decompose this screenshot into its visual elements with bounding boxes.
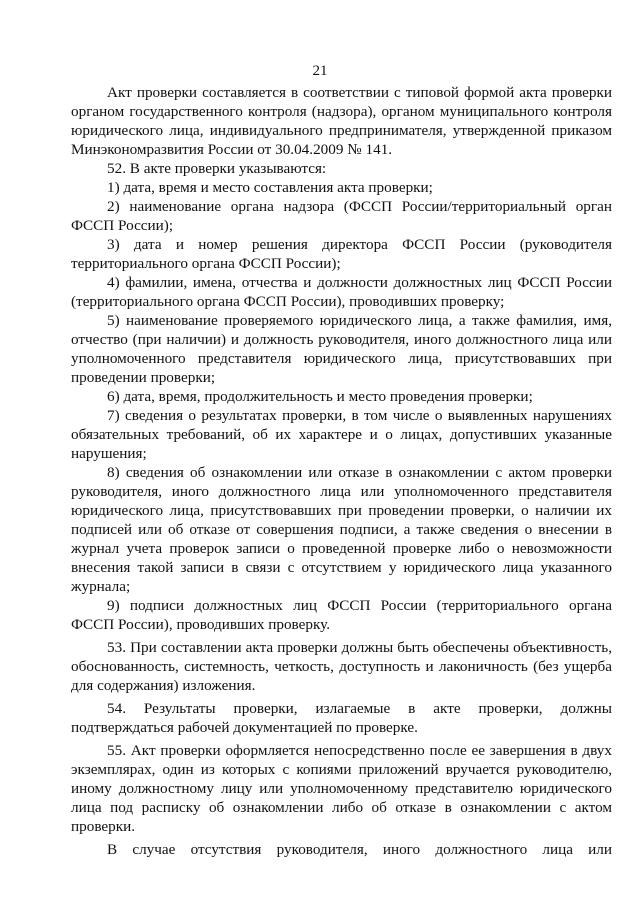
paragraph-53: 53. При составлении акта проверки должны быть обеспечены объективность, обоснованность, системность, четкость, доступность и лаконичность (без ущерба для содержания) изложения. [71,639,612,694]
list-item-8: 8) сведения об ознакомлении или отказе в ознакомлении с актом проверки руководителя, иного должностного лица или уполномоченного представителя юридического лица, присутствовавших при проведении проверки, о наличии их подписей или об отказе от совершения подписи, а также сведения о внесении в журнал учета проверок записи о проведенной проверке либо о невозможности внесения такой записи в связи с отсутствием у юридического лица указанного журнала; [71,464,612,595]
paragraph-act-form: Акт проверки составляется в соответствии с типовой формой акта проверки органом государственного контроля (надзора), органом муниципального контроля юридического лица, индивидуального предпринимателя, утвержденной приказом Минэкономразвития России от 30.04.2009 № 141. [71,84,612,158]
list-item-7: 7) сведения о результатах проверки, в том числе о выявленных нарушениях обязательных требований, об их характере и о лицах, допустивших указанные нарушения; [71,407,612,462]
document-body [71,83,612,859]
list-item-3: 3) дата и номер решения директора ФССП России (руководителя территориального органа ФССП России); [71,236,612,272]
paragraph-52-intro: 52. В акте проверки указываются: [107,160,327,177]
list-item-1: 1) дата, время и место составления акта проверки; [107,179,433,196]
list-item-4: 4) фамилии, имена, отчества и должности должностных лиц ФССП России (территориального органа ФССП России), проводивших проверку; [71,274,612,310]
list-item-6: 6) дата, время, продолжительность и место проведения проверки; [107,388,533,405]
paragraph-55: 55. Акт проверки оформляется непосредственно после ее завершения в двух экземплярах, один из которых с копиями приложений вручается руководителю, иному должностному лицу или уполномоченному представителю юридического лица под расписку об ознакомлении либо об отказе в ознакомлении с актом проверки. [71,742,612,835]
paragraph-absence-case: В случае отсутствия руководителя, иного должностного лица или [107,841,612,858]
page-number: 21 [312,63,328,79]
list-item-5: 5) наименование проверяемого юридического лица, а также фамилия, имя, отчество (при наличии) и должность руководителя, иного должностного лица или уполномоченного представителя юридического лица, присутствовавших при проведении проверки; [71,312,612,386]
list-item-9: 9) подписи должностных лиц ФССП России (территориального органа ФССП России), проводивших проверку. [71,597,612,633]
list-item-2: 2) наименование органа надзора (ФССП России/территориальный орган ФССП России); [71,198,612,234]
paragraph-54: 54. Результаты проверки, излагаемые в акте проверки, должны подтверждаться рабочей документацией по проверке. [71,700,612,736]
